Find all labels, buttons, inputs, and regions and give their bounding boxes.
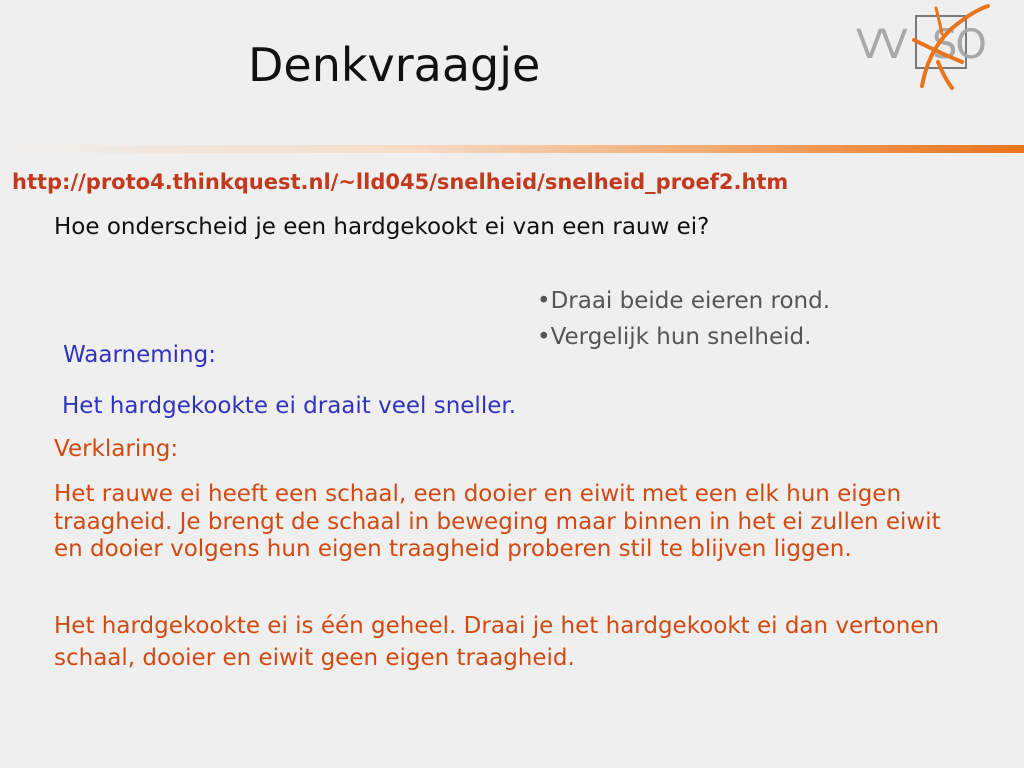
explanation-paragraph: Het rauwe ei heeft een schaal, een dooier en eiwit met een elk hun eigen traagheid. Je brengt de schaal in beweging maar binnen in het ei zullen eiwit en dooier volgens hun eigen traagheid proberen stil te blijven liggen. bbox=[54, 481, 941, 562]
explanation-paragraph: Het hardgekookte ei is één geheel. Draai je het hardgekookt ei dan vertonen schaal, dooier en eiwit geen eigen traagheid. bbox=[54, 613, 940, 671]
observation-text: Het hardgekookte ei draait veel sneller. bbox=[62, 393, 517, 419]
header-divider bbox=[0, 145, 1024, 153]
step-item: •Vergelijk hun snelheid. bbox=[537, 324, 812, 350]
explanation-label: Verklaring: bbox=[54, 436, 179, 462]
vvkso-logo bbox=[852, 0, 1024, 92]
step-item: •Draai beide eieren rond. bbox=[537, 288, 831, 314]
observation-label: Waarneming: bbox=[63, 342, 216, 368]
slide-title: Denkvraagje bbox=[248, 38, 541, 92]
question-text: Hoe onderscheid je een hardgekookt ei van een rauw ei? bbox=[54, 214, 710, 240]
svg-text:VV: VV bbox=[856, 22, 905, 68]
vvkso-logo-icon bbox=[856, 6, 988, 88]
steps-list bbox=[537, 283, 830, 355]
svg-text:SO: SO bbox=[932, 22, 985, 68]
source-link[interactable]: http://proto4.thinkquest.nl/~lld045/snelheid/snelheid_proef2.htm bbox=[12, 170, 789, 194]
